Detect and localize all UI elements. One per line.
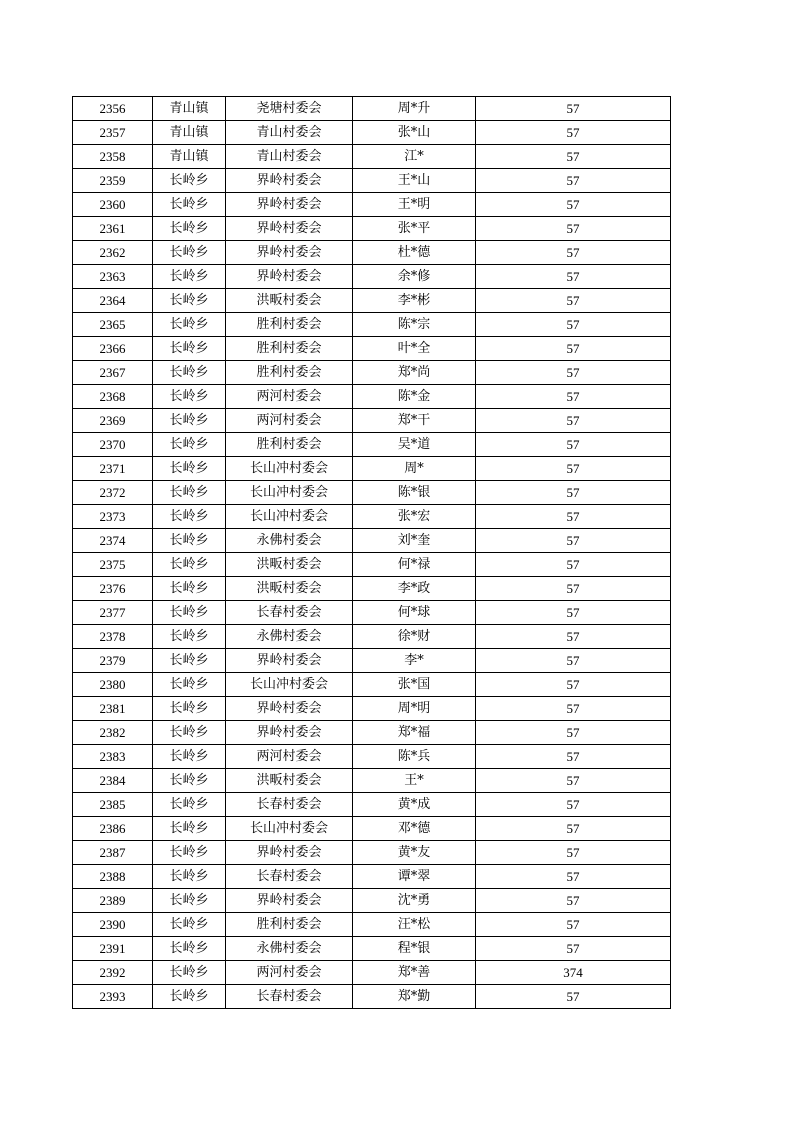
name-cell: 谭*翠 <box>353 865 476 889</box>
amount-cell: 374 <box>476 961 671 985</box>
table-row <box>73 289 671 313</box>
amount-cell: 57 <box>476 481 671 505</box>
table-row <box>73 961 671 985</box>
township-cell: 长岭乡 <box>153 793 226 817</box>
name-cell: 何*球 <box>353 601 476 625</box>
amount-cell: 57 <box>476 985 671 1009</box>
village-committee-cell: 界岭村委会 <box>226 193 353 217</box>
village-committee-cell: 界岭村委会 <box>226 265 353 289</box>
village-committee-cell: 长春村委会 <box>226 865 353 889</box>
village-committee-cell: 胜利村委会 <box>226 433 353 457</box>
township-cell: 长岭乡 <box>153 985 226 1009</box>
amount-cell: 57 <box>476 841 671 865</box>
name-cell: 张*宏 <box>353 505 476 529</box>
township-cell: 长岭乡 <box>153 193 226 217</box>
name-cell: 王*山 <box>353 169 476 193</box>
table-row <box>73 385 671 409</box>
amount-cell: 57 <box>476 433 671 457</box>
name-cell: 王* <box>353 769 476 793</box>
name-cell: 郑*勤 <box>353 985 476 1009</box>
amount-cell: 57 <box>476 457 671 481</box>
name-cell: 周*明 <box>353 697 476 721</box>
table-row <box>73 505 671 529</box>
village-committee-cell: 永佛村委会 <box>226 625 353 649</box>
data-table <box>72 96 671 1009</box>
township-cell: 长岭乡 <box>153 289 226 313</box>
amount-cell: 57 <box>476 553 671 577</box>
amount-cell: 57 <box>476 793 671 817</box>
table-row <box>73 193 671 217</box>
amount-cell: 57 <box>476 385 671 409</box>
township-cell: 长岭乡 <box>153 673 226 697</box>
township-cell: 长岭乡 <box>153 313 226 337</box>
township-cell: 长岭乡 <box>153 409 226 433</box>
village-committee-cell: 青山村委会 <box>226 121 353 145</box>
table-row <box>73 337 671 361</box>
table-row <box>73 745 671 769</box>
amount-cell: 57 <box>476 505 671 529</box>
row-number-cell: 2369 <box>73 409 153 433</box>
name-cell: 何*禄 <box>353 553 476 577</box>
amount-cell: 57 <box>476 265 671 289</box>
row-number-cell: 2365 <box>73 313 153 337</box>
name-cell: 徐*财 <box>353 625 476 649</box>
village-committee-cell: 长山冲村委会 <box>226 457 353 481</box>
village-committee-cell: 胜利村委会 <box>226 361 353 385</box>
table-row <box>73 625 671 649</box>
village-committee-cell: 两河村委会 <box>226 745 353 769</box>
table-row <box>73 721 671 745</box>
name-cell: 汪*松 <box>353 913 476 937</box>
township-cell: 长岭乡 <box>153 961 226 985</box>
table-body <box>73 97 671 1009</box>
table-row <box>73 769 671 793</box>
amount-cell: 57 <box>476 241 671 265</box>
amount-cell: 57 <box>476 769 671 793</box>
village-committee-cell: 界岭村委会 <box>226 169 353 193</box>
table-row <box>73 313 671 337</box>
table-row <box>73 985 671 1009</box>
amount-cell: 57 <box>476 361 671 385</box>
name-cell: 黄*友 <box>353 841 476 865</box>
amount-cell: 57 <box>476 145 671 169</box>
amount-cell: 57 <box>476 337 671 361</box>
amount-cell: 57 <box>476 721 671 745</box>
village-committee-cell: 长山冲村委会 <box>226 673 353 697</box>
township-cell: 长岭乡 <box>153 529 226 553</box>
row-number-cell: 2356 <box>73 97 153 121</box>
row-number-cell: 2380 <box>73 673 153 697</box>
township-cell: 青山镇 <box>153 121 226 145</box>
row-number-cell: 2366 <box>73 337 153 361</box>
table-row <box>73 457 671 481</box>
table-row <box>73 121 671 145</box>
township-cell: 长岭乡 <box>153 265 226 289</box>
township-cell: 长岭乡 <box>153 769 226 793</box>
village-committee-cell: 长山冲村委会 <box>226 505 353 529</box>
name-cell: 刘*奎 <box>353 529 476 553</box>
village-committee-cell: 界岭村委会 <box>226 217 353 241</box>
township-cell: 青山镇 <box>153 97 226 121</box>
name-cell: 张*国 <box>353 673 476 697</box>
table-row <box>73 217 671 241</box>
amount-cell: 57 <box>476 625 671 649</box>
row-number-cell: 2379 <box>73 649 153 673</box>
row-number-cell: 2364 <box>73 289 153 313</box>
table-row <box>73 913 671 937</box>
row-number-cell: 2374 <box>73 529 153 553</box>
amount-cell: 57 <box>476 865 671 889</box>
township-cell: 长岭乡 <box>153 721 226 745</box>
village-committee-cell: 洪畈村委会 <box>226 553 353 577</box>
village-committee-cell: 界岭村委会 <box>226 241 353 265</box>
row-number-cell: 2377 <box>73 601 153 625</box>
name-cell: 叶*全 <box>353 337 476 361</box>
township-cell: 长岭乡 <box>153 553 226 577</box>
table-row <box>73 241 671 265</box>
name-cell: 周* <box>353 457 476 481</box>
village-committee-cell: 界岭村委会 <box>226 721 353 745</box>
row-number-cell: 2359 <box>73 169 153 193</box>
row-number-cell: 2360 <box>73 193 153 217</box>
township-cell: 长岭乡 <box>153 505 226 529</box>
village-committee-cell: 界岭村委会 <box>226 841 353 865</box>
row-number-cell: 2373 <box>73 505 153 529</box>
row-number-cell: 2384 <box>73 769 153 793</box>
village-committee-cell: 长山冲村委会 <box>226 817 353 841</box>
row-number-cell: 2367 <box>73 361 153 385</box>
name-cell: 沈*勇 <box>353 889 476 913</box>
amount-cell: 57 <box>476 313 671 337</box>
village-committee-cell: 两河村委会 <box>226 961 353 985</box>
amount-cell: 57 <box>476 529 671 553</box>
amount-cell: 57 <box>476 193 671 217</box>
table-row <box>73 601 671 625</box>
name-cell: 郑*善 <box>353 961 476 985</box>
row-number-cell: 2393 <box>73 985 153 1009</box>
township-cell: 长岭乡 <box>153 481 226 505</box>
township-cell: 长岭乡 <box>153 169 226 193</box>
township-cell: 长岭乡 <box>153 625 226 649</box>
table-row <box>73 937 671 961</box>
name-cell: 陈*宗 <box>353 313 476 337</box>
row-number-cell: 2386 <box>73 817 153 841</box>
name-cell: 邓*德 <box>353 817 476 841</box>
village-committee-cell: 长春村委会 <box>226 793 353 817</box>
township-cell: 长岭乡 <box>153 385 226 409</box>
amount-cell: 57 <box>476 169 671 193</box>
table-row <box>73 529 671 553</box>
village-committee-cell: 洪畈村委会 <box>226 577 353 601</box>
row-number-cell: 2363 <box>73 265 153 289</box>
township-cell: 长岭乡 <box>153 577 226 601</box>
table-row <box>73 793 671 817</box>
row-number-cell: 2385 <box>73 793 153 817</box>
township-cell: 长岭乡 <box>153 889 226 913</box>
row-number-cell: 2375 <box>73 553 153 577</box>
table-row <box>73 697 671 721</box>
name-cell: 张*山 <box>353 121 476 145</box>
village-committee-cell: 两河村委会 <box>226 385 353 409</box>
row-number-cell: 2372 <box>73 481 153 505</box>
township-cell: 青山镇 <box>153 145 226 169</box>
amount-cell: 57 <box>476 817 671 841</box>
village-committee-cell: 胜利村委会 <box>226 313 353 337</box>
amount-cell: 57 <box>476 289 671 313</box>
township-cell: 长岭乡 <box>153 697 226 721</box>
amount-cell: 57 <box>476 745 671 769</box>
name-cell: 李* <box>353 649 476 673</box>
amount-cell: 57 <box>476 649 671 673</box>
township-cell: 长岭乡 <box>153 937 226 961</box>
table-row <box>73 817 671 841</box>
row-number-cell: 2371 <box>73 457 153 481</box>
amount-cell: 57 <box>476 697 671 721</box>
village-committee-cell: 长山冲村委会 <box>226 481 353 505</box>
row-number-cell: 2392 <box>73 961 153 985</box>
table-row <box>73 673 671 697</box>
village-committee-cell: 长春村委会 <box>226 985 353 1009</box>
name-cell: 陈*兵 <box>353 745 476 769</box>
village-committee-cell: 界岭村委会 <box>226 889 353 913</box>
township-cell: 长岭乡 <box>153 361 226 385</box>
amount-cell: 57 <box>476 577 671 601</box>
township-cell: 长岭乡 <box>153 817 226 841</box>
village-committee-cell: 尧塘村委会 <box>226 97 353 121</box>
amount-cell: 57 <box>476 217 671 241</box>
name-cell: 吴*道 <box>353 433 476 457</box>
name-cell: 李*彬 <box>353 289 476 313</box>
village-committee-cell: 胜利村委会 <box>226 337 353 361</box>
amount-cell: 57 <box>476 601 671 625</box>
row-number-cell: 2382 <box>73 721 153 745</box>
row-number-cell: 2376 <box>73 577 153 601</box>
amount-cell: 57 <box>476 673 671 697</box>
row-number-cell: 2357 <box>73 121 153 145</box>
township-cell: 长岭乡 <box>153 913 226 937</box>
amount-cell: 57 <box>476 889 671 913</box>
row-number-cell: 2389 <box>73 889 153 913</box>
row-number-cell: 2378 <box>73 625 153 649</box>
name-cell: 陈*金 <box>353 385 476 409</box>
village-committee-cell: 洪畈村委会 <box>226 769 353 793</box>
row-number-cell: 2391 <box>73 937 153 961</box>
row-number-cell: 2381 <box>73 697 153 721</box>
name-cell: 张*平 <box>353 217 476 241</box>
table-row <box>73 649 671 673</box>
table-row <box>73 97 671 121</box>
row-number-cell: 2383 <box>73 745 153 769</box>
name-cell: 陈*银 <box>353 481 476 505</box>
table-row <box>73 433 671 457</box>
village-committee-cell: 永佛村委会 <box>226 529 353 553</box>
amount-cell: 57 <box>476 97 671 121</box>
name-cell: 郑*尚 <box>353 361 476 385</box>
amount-cell: 57 <box>476 121 671 145</box>
township-cell: 长岭乡 <box>153 217 226 241</box>
name-cell: 程*银 <box>353 937 476 961</box>
table-row <box>73 481 671 505</box>
row-number-cell: 2358 <box>73 145 153 169</box>
table-row <box>73 889 671 913</box>
township-cell: 长岭乡 <box>153 865 226 889</box>
village-committee-cell: 胜利村委会 <box>226 913 353 937</box>
row-number-cell: 2368 <box>73 385 153 409</box>
name-cell: 郑*福 <box>353 721 476 745</box>
township-cell: 长岭乡 <box>153 433 226 457</box>
village-committee-cell: 洪畈村委会 <box>226 289 353 313</box>
name-cell: 杜*德 <box>353 241 476 265</box>
name-cell: 江* <box>353 145 476 169</box>
row-number-cell: 2362 <box>73 241 153 265</box>
table-row <box>73 553 671 577</box>
village-committee-cell: 界岭村委会 <box>226 649 353 673</box>
village-committee-cell: 界岭村委会 <box>226 697 353 721</box>
name-cell: 李*政 <box>353 577 476 601</box>
township-cell: 长岭乡 <box>153 241 226 265</box>
row-number-cell: 2387 <box>73 841 153 865</box>
township-cell: 长岭乡 <box>153 337 226 361</box>
township-cell: 长岭乡 <box>153 841 226 865</box>
village-committee-cell: 青山村委会 <box>226 145 353 169</box>
table-row <box>73 865 671 889</box>
name-cell: 王*明 <box>353 193 476 217</box>
amount-cell: 57 <box>476 913 671 937</box>
row-number-cell: 2370 <box>73 433 153 457</box>
village-committee-cell: 永佛村委会 <box>226 937 353 961</box>
township-cell: 长岭乡 <box>153 601 226 625</box>
table-row <box>73 409 671 433</box>
name-cell: 郑*干 <box>353 409 476 433</box>
table-row <box>73 145 671 169</box>
table-row <box>73 169 671 193</box>
township-cell: 长岭乡 <box>153 745 226 769</box>
table-row <box>73 361 671 385</box>
amount-cell: 57 <box>476 409 671 433</box>
row-number-cell: 2388 <box>73 865 153 889</box>
name-cell: 周*升 <box>353 97 476 121</box>
name-cell: 余*修 <box>353 265 476 289</box>
village-committee-cell: 两河村委会 <box>226 409 353 433</box>
table-row <box>73 265 671 289</box>
table-row <box>73 577 671 601</box>
amount-cell: 57 <box>476 937 671 961</box>
township-cell: 长岭乡 <box>153 649 226 673</box>
row-number-cell: 2390 <box>73 913 153 937</box>
table-row <box>73 841 671 865</box>
township-cell: 长岭乡 <box>153 457 226 481</box>
village-committee-cell: 长春村委会 <box>226 601 353 625</box>
name-cell: 黄*成 <box>353 793 476 817</box>
row-number-cell: 2361 <box>73 217 153 241</box>
